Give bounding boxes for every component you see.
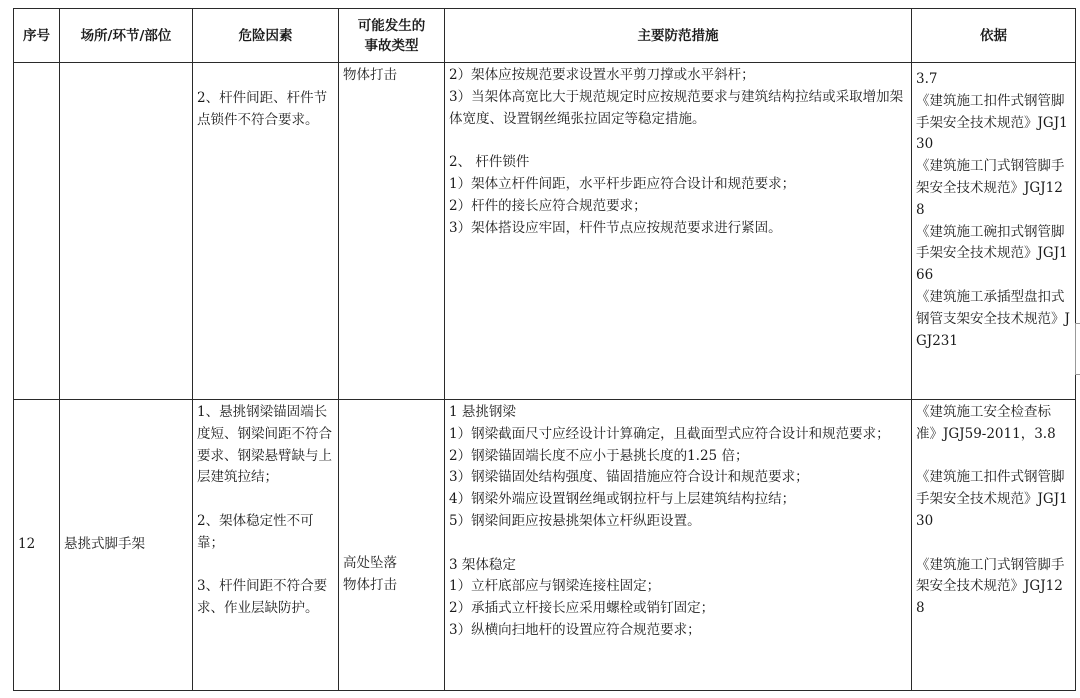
- table-row: [14, 63, 1076, 400]
- row2-hazard-line: 1、悬挑钢梁锚固端长度短、钢梁间距不符合要求、钢梁悬臂缺与上层建筑拉结；: [197, 404, 332, 486]
- row1-basis-line: 《建筑施工碗扣式钢管脚手架安全技术规范》JGJ166: [916, 223, 1068, 284]
- header-measures: 主要防范措施: [445, 9, 912, 63]
- row1-basis-line: 《建筑施工门式钢管脚手架安全技术规范》JGJ128: [916, 158, 1065, 218]
- page-edge-marker: [1075, 323, 1080, 375]
- row1-measure-line: 1）架体立杆件间距，水平杆步距应符合设计和规范要求；: [449, 175, 796, 192]
- row2-basis-line: 《建筑施工门式钢管脚手架安全技术规范》JGJ128: [916, 556, 1065, 617]
- row1-measure-line: 2）杆件的接长应符合规范要求；: [449, 197, 647, 214]
- row1-basis-line: 3.7: [916, 71, 938, 87]
- row1-hazard-text: 2、杆件间距、杆件节点锁件不符合要求。: [197, 90, 328, 128]
- row2-measure-line: 3 架体稳定: [449, 556, 516, 573]
- row2-measure-line: 3）纵横向扫地杆的设置应符合规范要求；: [449, 621, 701, 638]
- row1-hazard: [193, 63, 339, 400]
- row2-hazard: [193, 400, 339, 691]
- row2-accident-line: 高处坠落: [343, 555, 397, 571]
- row2-measure-line: 4）钢梁外端应设置钢丝绳或钢拉杆与上层建筑结构拉结；: [449, 491, 796, 508]
- table-header-row: [14, 9, 1076, 63]
- table-row: [14, 400, 1076, 691]
- header-hazard: 危险因素: [193, 9, 339, 63]
- row2-measure-line: 1 悬挑钢梁: [449, 404, 516, 420]
- row1-no: [14, 63, 60, 400]
- row1-accident: 物体打击: [339, 63, 445, 400]
- row1-place: [60, 63, 193, 400]
- row1-basis-line: 《建筑施工扣件式钢管脚手架安全技术规范》JGJ130: [916, 92, 1068, 153]
- row2-hazard-line: 2、架体稳定性不可靠；: [197, 512, 314, 551]
- row2-basis-line: 《建筑施工安全检查标准》JGJ59-2011，3.8: [916, 404, 1056, 442]
- row1-basis: [912, 63, 1076, 400]
- row2-basis-line: 《建筑施工扣件式钢管脚手架安全技术规范》JGJ130: [916, 469, 1068, 529]
- row2-no: 12: [14, 400, 60, 691]
- row2-measure-line: 2）钢梁锚固端长度不应小于悬挑长度的1.25 倍；: [449, 447, 749, 464]
- header-no: 序号: [14, 9, 60, 63]
- row2-measure-line: 5）钢梁间距应按悬挑架体立杆纵距设置。: [449, 512, 701, 529]
- row2-measure-line: 1）立杆底部应与钢梁连接柱固定；: [449, 578, 661, 595]
- header-place: 场所/环节/部位: [60, 9, 193, 63]
- row1-measure-line: 2、 杆件锁件: [449, 154, 530, 171]
- row1-measure-line: 2）架体应按规范要求设置水平剪刀撑或水平斜杆；: [449, 67, 755, 83]
- header-accident-line1: 可能发生的: [357, 17, 426, 34]
- row2-hazard-line: 3、杆件间距不符合要求、作业层缺防护。: [197, 578, 328, 617]
- header-accident-line2: 事故类型: [364, 37, 419, 54]
- row2-measures: [445, 400, 912, 691]
- row2-measure-line: 1）钢梁截面尺寸应经设计计算确定，且截面型式应符合设计和规范要求；: [449, 425, 890, 442]
- row2-basis: [912, 400, 1076, 691]
- hazard-table: [13, 8, 1076, 691]
- header-basis: 依据: [912, 9, 1076, 63]
- row2-measure-line: 2）承插式立杆接长应采用螺栓或销钉固定；: [449, 600, 715, 617]
- row2-accident: [339, 400, 445, 691]
- row2-accident-line: 物体打击: [343, 576, 397, 593]
- row1-measure-line: 3）当架体高宽比大于规范规定时应按规范要求与建筑结构拉结或采取增加架体宽度、设置钢丝绳张拉固定等稳定措施。: [449, 88, 904, 127]
- row1-basis-line: 《建筑施工承插型盘扣式钢管支架安全技术规范》JGJ231: [916, 288, 1070, 349]
- row2-measure-line: 3）钢梁锚固处结构强度、锚固措施应符合设计和规范要求；: [449, 469, 809, 486]
- row2-place: 悬挑式脚手架: [60, 400, 193, 691]
- row1-measures: [445, 63, 912, 400]
- row1-measure-line: 3）架体搭设应牢固，杆件节点应按规范要求进行紧固。: [449, 219, 782, 236]
- header-accident: [339, 9, 445, 63]
